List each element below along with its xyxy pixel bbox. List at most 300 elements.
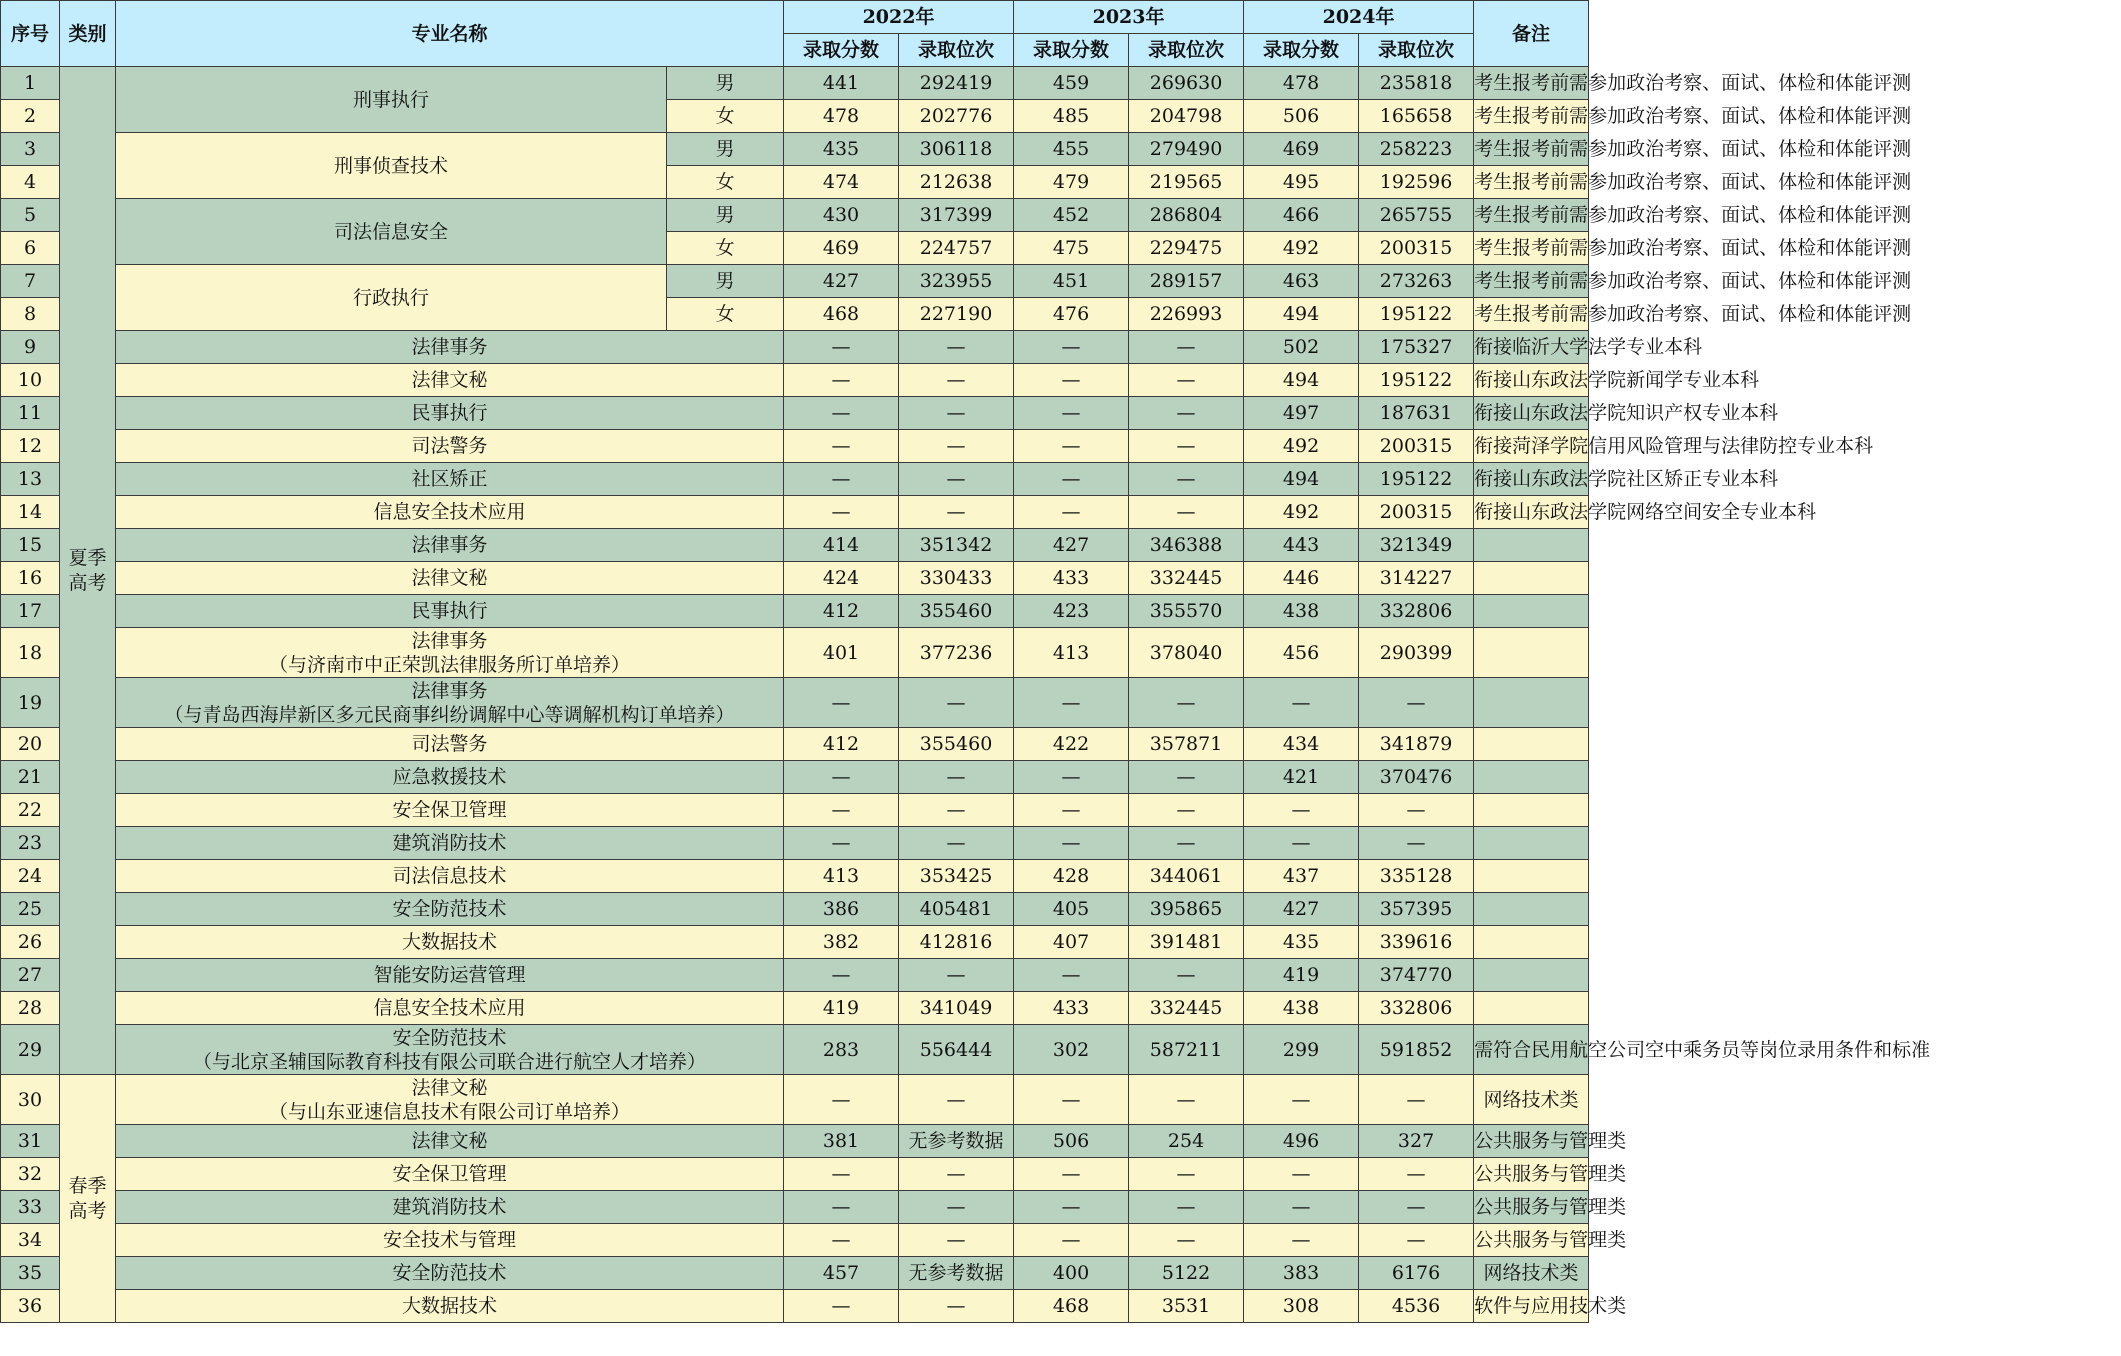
rank-2024: 335128 <box>1359 860 1474 893</box>
major-name <box>116 529 784 562</box>
major-name <box>116 1075 784 1125</box>
rank-2023: — <box>1129 827 1244 860</box>
table-row <box>1 1158 2121 1191</box>
major-name-text: 司法警务 <box>411 733 488 755</box>
score-2022: 469 <box>784 232 899 265</box>
score-2023: 302 <box>1014 1025 1129 1075</box>
row-number: 36 <box>1 1290 60 1323</box>
major-name <box>116 860 784 893</box>
row-number: 10 <box>1 364 60 397</box>
score-2022: — <box>784 1191 899 1224</box>
major-name-text: 社区矫正 <box>411 468 488 490</box>
note: 考生报考前需参加政治考察、面试、体检和体能评测 <box>1474 67 1589 100</box>
gender: 男 <box>667 199 784 232</box>
score-2023: 468 <box>1014 1290 1129 1323</box>
row-number: 33 <box>1 1191 60 1224</box>
note <box>1474 562 1589 595</box>
major-name-main: 法律文秘 <box>411 1076 488 1099</box>
major-name <box>116 628 784 678</box>
score-2024: 308 <box>1244 1290 1359 1323</box>
row-number: 13 <box>1 463 60 496</box>
major-name <box>116 562 784 595</box>
rank-2023: — <box>1129 463 1244 496</box>
score-2022: 419 <box>784 992 899 1025</box>
major-name-text: 大数据技术 <box>402 931 498 953</box>
table-row <box>1 1224 2121 1257</box>
rank-2023: — <box>1129 397 1244 430</box>
rank-2022: 无参考数据 <box>899 1257 1014 1290</box>
note: 公共服务与管理类 <box>1474 1191 1589 1224</box>
table-row <box>1 761 2121 794</box>
rank-2024: 200315 <box>1359 232 1474 265</box>
major-name-text: 建筑消防技术 <box>392 832 507 854</box>
header-note: 备注 <box>1474 1 1589 67</box>
rank-2024: 273263 <box>1359 265 1474 298</box>
score-2022: — <box>784 463 899 496</box>
rank-2024: 165658 <box>1359 100 1474 133</box>
rank-2022: 353425 <box>899 860 1014 893</box>
rank-2022: 412816 <box>899 926 1014 959</box>
table-row <box>1 1125 2121 1158</box>
table-row <box>1 331 2121 364</box>
gender: 女 <box>667 298 784 331</box>
rank-2024: 235818 <box>1359 67 1474 100</box>
note: 衔接山东政法学院知识产权专业本科 <box>1474 397 1589 430</box>
rank-2023: — <box>1129 331 1244 364</box>
rank-2024: 290399 <box>1359 628 1474 678</box>
major-name <box>116 331 784 364</box>
score-2022: 427 <box>784 265 899 298</box>
score-2024: 466 <box>1244 199 1359 232</box>
category-summer <box>60 67 116 1075</box>
table-row <box>1 397 2121 430</box>
score-2024: 494 <box>1244 364 1359 397</box>
major-name-text: 应急救援技术 <box>392 766 507 788</box>
rank-2024: 332806 <box>1359 595 1474 628</box>
score-2024: 495 <box>1244 166 1359 199</box>
rank-2024: 195122 <box>1359 298 1474 331</box>
rank-2024: 341879 <box>1359 728 1474 761</box>
rank-2024: 374770 <box>1359 959 1474 992</box>
score-2023: 405 <box>1014 893 1129 926</box>
score-2024: 299 <box>1244 1025 1359 1075</box>
table-row <box>1 133 2121 166</box>
row-number: 11 <box>1 397 60 430</box>
note <box>1474 628 1589 678</box>
rank-2023: 391481 <box>1129 926 1244 959</box>
rank-2022: — <box>899 678 1014 728</box>
table-row <box>1 893 2121 926</box>
header-score: 录取分数 <box>1014 34 1129 67</box>
rank-2024: 200315 <box>1359 430 1474 463</box>
score-2023: — <box>1014 463 1129 496</box>
note: 网络技术类 <box>1474 1257 1589 1290</box>
rank-2023: 289157 <box>1129 265 1244 298</box>
major-name-text: 法律文秘 <box>411 369 488 391</box>
rank-2022: — <box>899 1290 1014 1323</box>
score-2022: 382 <box>784 926 899 959</box>
rank-2023: 344061 <box>1129 860 1244 893</box>
gender: 女 <box>667 100 784 133</box>
score-2023: 476 <box>1014 298 1129 331</box>
score-2024: — <box>1244 794 1359 827</box>
score-2024: — <box>1244 1158 1359 1191</box>
note: 考生报考前需参加政治考察、面试、体检和体能评测 <box>1474 100 1589 133</box>
rank-2024: 258223 <box>1359 133 1474 166</box>
major-name <box>116 1158 784 1191</box>
major-name-text: 法律事务 <box>411 534 488 556</box>
table-row <box>1 1257 2121 1290</box>
note <box>1474 959 1589 992</box>
score-2024: 427 <box>1244 893 1359 926</box>
rank-2023: 226993 <box>1129 298 1244 331</box>
major-name: 行政执行 <box>116 265 667 331</box>
major-name <box>116 1125 784 1158</box>
rank-2023: — <box>1129 1158 1244 1191</box>
note <box>1474 827 1589 860</box>
row-number: 16 <box>1 562 60 595</box>
header-rank: 录取位次 <box>1129 34 1244 67</box>
major-name-text: 安全防范技术 <box>392 1262 507 1284</box>
score-2024: 419 <box>1244 959 1359 992</box>
category-label: 春季高考 <box>68 1174 107 1222</box>
rank-2024: 4536 <box>1359 1290 1474 1323</box>
score-2024: 463 <box>1244 265 1359 298</box>
major-name-text: 法律事务 <box>411 336 488 358</box>
note <box>1474 992 1589 1025</box>
rank-2024: 265755 <box>1359 199 1474 232</box>
table-row <box>1 67 2121 100</box>
major-name-main: 法律事务 <box>411 679 488 702</box>
rank-2022: — <box>899 496 1014 529</box>
major-name-main: 安全防范技术 <box>392 1026 507 1049</box>
note <box>1474 761 1589 794</box>
score-2024: 492 <box>1244 232 1359 265</box>
score-2023: 422 <box>1014 728 1129 761</box>
score-2022: — <box>784 331 899 364</box>
score-2024: 434 <box>1244 728 1359 761</box>
header-seq: 序号 <box>1 1 60 67</box>
rank-2023: 378040 <box>1129 628 1244 678</box>
rank-2024: — <box>1359 678 1474 728</box>
row-number: 35 <box>1 1257 60 1290</box>
table-row <box>1 728 2121 761</box>
rank-2024: — <box>1359 1191 1474 1224</box>
score-2022: — <box>784 827 899 860</box>
rank-2022: 377236 <box>899 628 1014 678</box>
rank-2022: — <box>899 959 1014 992</box>
major-name <box>116 893 784 926</box>
score-2022: 435 <box>784 133 899 166</box>
row-number: 7 <box>1 265 60 298</box>
rank-2023: 219565 <box>1129 166 1244 199</box>
rank-2024: 192596 <box>1359 166 1474 199</box>
major-name <box>116 463 784 496</box>
major-name <box>116 1191 784 1224</box>
note <box>1474 860 1589 893</box>
rank-2024: 591852 <box>1359 1025 1474 1075</box>
rank-2023: 269630 <box>1129 67 1244 100</box>
major-name-text: 安全技术与管理 <box>383 1229 517 1251</box>
row-number: 28 <box>1 992 60 1025</box>
major-name-text: 安全保卫管理 <box>392 799 507 821</box>
note: 考生报考前需参加政治考察、面试、体检和体能评测 <box>1474 166 1589 199</box>
table-row <box>1 959 2121 992</box>
score-2022: 468 <box>784 298 899 331</box>
score-2023: 407 <box>1014 926 1129 959</box>
major-name-text: 民事执行 <box>411 402 488 424</box>
major-name-sub: （与山东亚速信息技术有限公司订单培养） <box>269 1100 631 1123</box>
row-number: 14 <box>1 496 60 529</box>
score-2022: — <box>784 1075 899 1125</box>
row-number: 19 <box>1 678 60 728</box>
rank-2024: 200315 <box>1359 496 1474 529</box>
major-name <box>116 364 784 397</box>
rank-2022: — <box>899 397 1014 430</box>
score-2023: 459 <box>1014 67 1129 100</box>
table-row <box>1 1025 2121 1075</box>
rank-2023: 5122 <box>1129 1257 1244 1290</box>
header-major: 专业名称 <box>116 1 784 67</box>
note <box>1474 728 1589 761</box>
table-row <box>1 1191 2121 1224</box>
score-2022: — <box>784 678 899 728</box>
row-number: 5 <box>1 199 60 232</box>
score-2024: 456 <box>1244 628 1359 678</box>
rank-2024: — <box>1359 1158 1474 1191</box>
rank-2022: — <box>899 364 1014 397</box>
row-number: 22 <box>1 794 60 827</box>
rank-2023: 355570 <box>1129 595 1244 628</box>
rank-2023: — <box>1129 430 1244 463</box>
row-number: 12 <box>1 430 60 463</box>
score-2022: — <box>784 761 899 794</box>
major-name-sub: （与济南市中正荣凯法律服务所订单培养） <box>269 653 631 676</box>
rank-2022: 330433 <box>899 562 1014 595</box>
table-row <box>1 463 2121 496</box>
row-number: 31 <box>1 1125 60 1158</box>
rank-2023: 254 <box>1129 1125 1244 1158</box>
score-2024: 421 <box>1244 761 1359 794</box>
note: 网络技术类 <box>1474 1075 1589 1125</box>
major-name <box>116 397 784 430</box>
header-year-2022: 2022年 <box>784 1 1014 34</box>
table-row <box>1 1290 2121 1323</box>
rank-2022: 556444 <box>899 1025 1014 1075</box>
score-2022: — <box>784 496 899 529</box>
row-number: 32 <box>1 1158 60 1191</box>
rank-2023: 332445 <box>1129 992 1244 1025</box>
major-name-text: 建筑消防技术 <box>392 1196 507 1218</box>
rank-2023: 357871 <box>1129 728 1244 761</box>
rank-2022: 292419 <box>899 67 1014 100</box>
score-2023: — <box>1014 364 1129 397</box>
rank-2022: 341049 <box>899 992 1014 1025</box>
rank-2023: 346388 <box>1129 529 1244 562</box>
rank-2022: — <box>899 1075 1014 1125</box>
table-row <box>1 529 2121 562</box>
gender: 女 <box>667 166 784 199</box>
rank-2023: — <box>1129 1075 1244 1125</box>
row-number: 26 <box>1 926 60 959</box>
major-name-text: 信息安全技术应用 <box>373 997 526 1019</box>
rank-2024: — <box>1359 1075 1474 1125</box>
major-name <box>116 827 784 860</box>
major-name-main: 法律事务 <box>411 629 488 652</box>
score-2024: 497 <box>1244 397 1359 430</box>
note <box>1474 926 1589 959</box>
major-name: 司法信息安全 <box>116 199 667 265</box>
rank-2023: — <box>1129 761 1244 794</box>
rank-2022: 224757 <box>899 232 1014 265</box>
gender: 男 <box>667 133 784 166</box>
score-2024: 494 <box>1244 298 1359 331</box>
row-number: 34 <box>1 1224 60 1257</box>
rank-2022: 无参考数据 <box>899 1125 1014 1158</box>
table-row <box>1 430 2121 463</box>
score-2022: 412 <box>784 595 899 628</box>
rank-2022: 355460 <box>899 728 1014 761</box>
row-number: 20 <box>1 728 60 761</box>
major-name <box>116 761 784 794</box>
table-row <box>1 628 2121 678</box>
row-number: 25 <box>1 893 60 926</box>
score-2023: 423 <box>1014 595 1129 628</box>
score-2024: — <box>1244 827 1359 860</box>
score-2023: — <box>1014 430 1129 463</box>
header-year-2023: 2023年 <box>1014 1 1244 34</box>
note: 考生报考前需参加政治考察、面试、体检和体能评测 <box>1474 298 1589 331</box>
rank-2023: 332445 <box>1129 562 1244 595</box>
score-2023: — <box>1014 397 1129 430</box>
score-2024: 435 <box>1244 926 1359 959</box>
score-2022: 412 <box>784 728 899 761</box>
rank-2023: 279490 <box>1129 133 1244 166</box>
note: 衔接山东政法学院网络空间安全专业本科 <box>1474 496 1589 529</box>
rank-2023: 286804 <box>1129 199 1244 232</box>
rank-2024: 370476 <box>1359 761 1474 794</box>
note: 衔接山东政法学院社区矫正专业本科 <box>1474 463 1589 496</box>
score-2023: 475 <box>1014 232 1129 265</box>
table-row <box>1 1075 2121 1125</box>
score-2022: — <box>784 430 899 463</box>
major-name-text: 信息安全技术应用 <box>373 501 526 523</box>
rank-2024: 327 <box>1359 1125 1474 1158</box>
note: 考生报考前需参加政治考察、面试、体检和体能评测 <box>1474 232 1589 265</box>
score-2022: 283 <box>784 1025 899 1075</box>
note: 衔接临沂大学法学专业本科 <box>1474 331 1589 364</box>
score-2024: 438 <box>1244 992 1359 1025</box>
category-label: 夏季高考 <box>68 546 107 594</box>
note: 公共服务与管理类 <box>1474 1125 1589 1158</box>
rank-2022: — <box>899 1224 1014 1257</box>
major-name-text: 法律文秘 <box>411 1130 488 1152</box>
score-2024: 446 <box>1244 562 1359 595</box>
score-2023: 427 <box>1014 529 1129 562</box>
row-number: 30 <box>1 1075 60 1125</box>
score-2024: 492 <box>1244 496 1359 529</box>
table-row <box>1 827 2121 860</box>
score-2023: 479 <box>1014 166 1129 199</box>
table-row <box>1 496 2121 529</box>
rank-2022: 323955 <box>899 265 1014 298</box>
rank-2024: 314227 <box>1359 562 1474 595</box>
category-spring <box>60 1075 116 1323</box>
rank-2024: 339616 <box>1359 926 1474 959</box>
score-2023: — <box>1014 1075 1129 1125</box>
major-name <box>116 595 784 628</box>
gender: 女 <box>667 232 784 265</box>
table-row <box>1 926 2121 959</box>
score-2022: — <box>784 794 899 827</box>
score-2024: — <box>1244 1075 1359 1125</box>
rank-2023: — <box>1129 496 1244 529</box>
score-2023: 433 <box>1014 992 1129 1025</box>
rank-2022: — <box>899 761 1014 794</box>
rank-2022: — <box>899 430 1014 463</box>
score-2024: 437 <box>1244 860 1359 893</box>
note: 需符合民用航空公司空中乘务员等岗位录用条件和标准 <box>1474 1025 1589 1075</box>
rank-2022: 227190 <box>899 298 1014 331</box>
note: 公共服务与管理类 <box>1474 1158 1589 1191</box>
major-name-sub: （与北京圣辅国际教育科技有限公司联合进行航空人才培养） <box>193 1050 707 1073</box>
major-name <box>116 1257 784 1290</box>
major-name-text: 法律文秘 <box>411 567 488 589</box>
score-2022: 457 <box>784 1257 899 1290</box>
header-category: 类别 <box>60 1 116 67</box>
score-2023: — <box>1014 959 1129 992</box>
row-number: 18 <box>1 628 60 678</box>
table-row <box>1 199 2121 232</box>
rank-2024: — <box>1359 1224 1474 1257</box>
score-2023: 413 <box>1014 628 1129 678</box>
score-2024: — <box>1244 1191 1359 1224</box>
score-2023: 485 <box>1014 100 1129 133</box>
note: 衔接山东政法学院新闻学专业本科 <box>1474 364 1589 397</box>
row-number: 29 <box>1 1025 60 1075</box>
rank-2022: — <box>899 794 1014 827</box>
rank-2023: — <box>1129 1191 1244 1224</box>
table-row <box>1 265 2121 298</box>
score-2023: — <box>1014 1224 1129 1257</box>
rank-2022: 351342 <box>899 529 1014 562</box>
score-2022: 413 <box>784 860 899 893</box>
header-score: 录取分数 <box>1244 34 1359 67</box>
note: 软件与应用技术类 <box>1474 1290 1589 1323</box>
header-rank: 录取位次 <box>1359 34 1474 67</box>
rank-2022: 355460 <box>899 595 1014 628</box>
major-name-text: 司法警务 <box>411 435 488 457</box>
row-number: 27 <box>1 959 60 992</box>
score-2023: 455 <box>1014 133 1129 166</box>
rank-2022: — <box>899 463 1014 496</box>
score-2022: 401 <box>784 628 899 678</box>
score-2024: — <box>1244 678 1359 728</box>
major-name: 刑事侦查技术 <box>116 133 667 199</box>
score-2023: 400 <box>1014 1257 1129 1290</box>
header-year-2024: 2024年 <box>1244 1 1474 34</box>
table-row <box>1 860 2121 893</box>
major-name-sub: （与青岛西海岸新区多元民商事纠纷调解中心等调解机构订单培养） <box>164 703 735 726</box>
row-number: 8 <box>1 298 60 331</box>
rank-2024: — <box>1359 827 1474 860</box>
rank-2022: 405481 <box>899 893 1014 926</box>
note <box>1474 595 1589 628</box>
note: 公共服务与管理类 <box>1474 1224 1589 1257</box>
row-number: 6 <box>1 232 60 265</box>
score-2024: 506 <box>1244 100 1359 133</box>
score-2023: — <box>1014 1158 1129 1191</box>
